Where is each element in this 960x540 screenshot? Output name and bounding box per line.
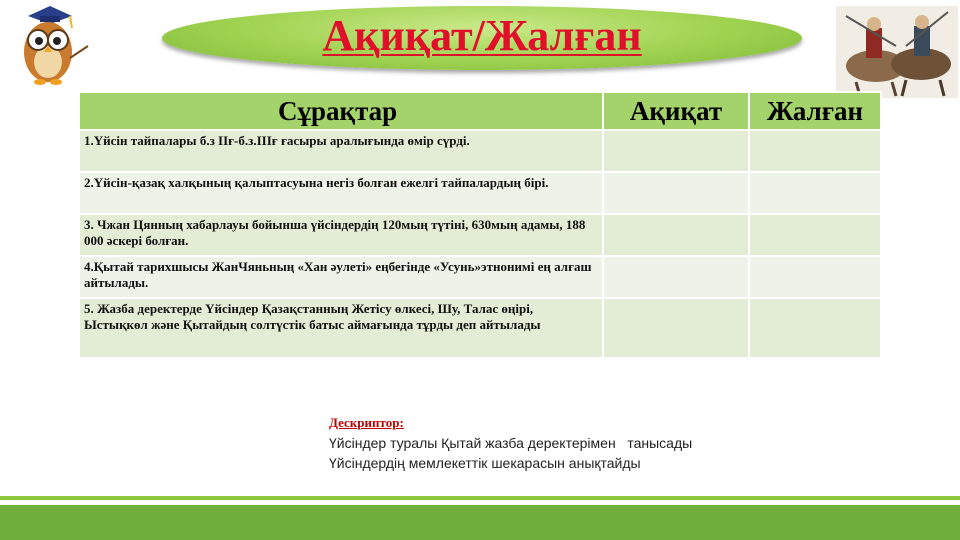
question-cell: 4.Қытай тарихшысы ЖанЧяньның «Хан әулеті» еңбегінде «Усунь»этнонимі ең алғаш айтылады. bbox=[79, 256, 603, 298]
false-answer-cell[interactable] bbox=[749, 130, 881, 172]
descriptor-line: Үйсіндер туралы Қытай жазба деректерімен танысады bbox=[329, 435, 693, 451]
table-row bbox=[79, 172, 881, 214]
header-questions: Сұрақтар bbox=[79, 92, 603, 130]
question-cell: 5. Жазба деректерде Үйсіндер Қазақстанның Жетісу өлкесі, Шу, Талас өңірі, Ыстықкөл және Қытайдың солтүстік батыс аймағында тұрды деп айтылады bbox=[79, 298, 603, 358]
descriptor-title: Дескриптор: bbox=[329, 415, 404, 430]
true-answer-cell[interactable] bbox=[603, 298, 749, 358]
table-row bbox=[79, 298, 881, 358]
false-answer-cell[interactable] bbox=[749, 172, 881, 214]
descriptor-block bbox=[329, 415, 692, 473]
table-header-row bbox=[79, 92, 881, 130]
true-answer-cell[interactable] bbox=[603, 172, 749, 214]
question-cell: 1.Үйсін тайпалары б.з IIғ-б.з.IIIғ ғасыры аралығында өмір сүрді. bbox=[79, 130, 603, 172]
slide-title: Ақиқат/Жалған bbox=[322, 10, 642, 60]
descriptor-line: Үйсіндердің мемлекеттік шекарасын анықтайды bbox=[329, 455, 641, 471]
false-answer-cell[interactable] bbox=[749, 214, 881, 256]
footer-bar bbox=[0, 505, 960, 540]
header-true: Ақиқат bbox=[603, 92, 749, 130]
table-row bbox=[79, 214, 881, 256]
title-banner bbox=[162, 6, 802, 70]
true-answer-cell[interactable] bbox=[603, 130, 749, 172]
true-false-table bbox=[78, 91, 882, 359]
false-answer-cell[interactable] bbox=[749, 256, 881, 298]
owl-teacher-icon bbox=[6, 2, 90, 86]
warriors-horseback-image bbox=[836, 6, 958, 98]
table-row bbox=[79, 256, 881, 298]
question-cell: 2.Үйсін-қазақ халқының қалыптасуына негіз болған ежелгі тайпалардың бірі. bbox=[79, 172, 603, 214]
false-answer-cell[interactable] bbox=[749, 298, 881, 358]
true-answer-cell[interactable] bbox=[603, 256, 749, 298]
table-row bbox=[79, 130, 881, 172]
question-cell: 3. Чжан Цянның хабарлауы бойынша үйсіндердің 120мың түтіні, 630мың адамы, 188 000 әскері болған. bbox=[79, 214, 603, 256]
true-answer-cell[interactable] bbox=[603, 214, 749, 256]
header-false: Жалған bbox=[749, 92, 881, 130]
footer-divider bbox=[0, 496, 960, 500]
